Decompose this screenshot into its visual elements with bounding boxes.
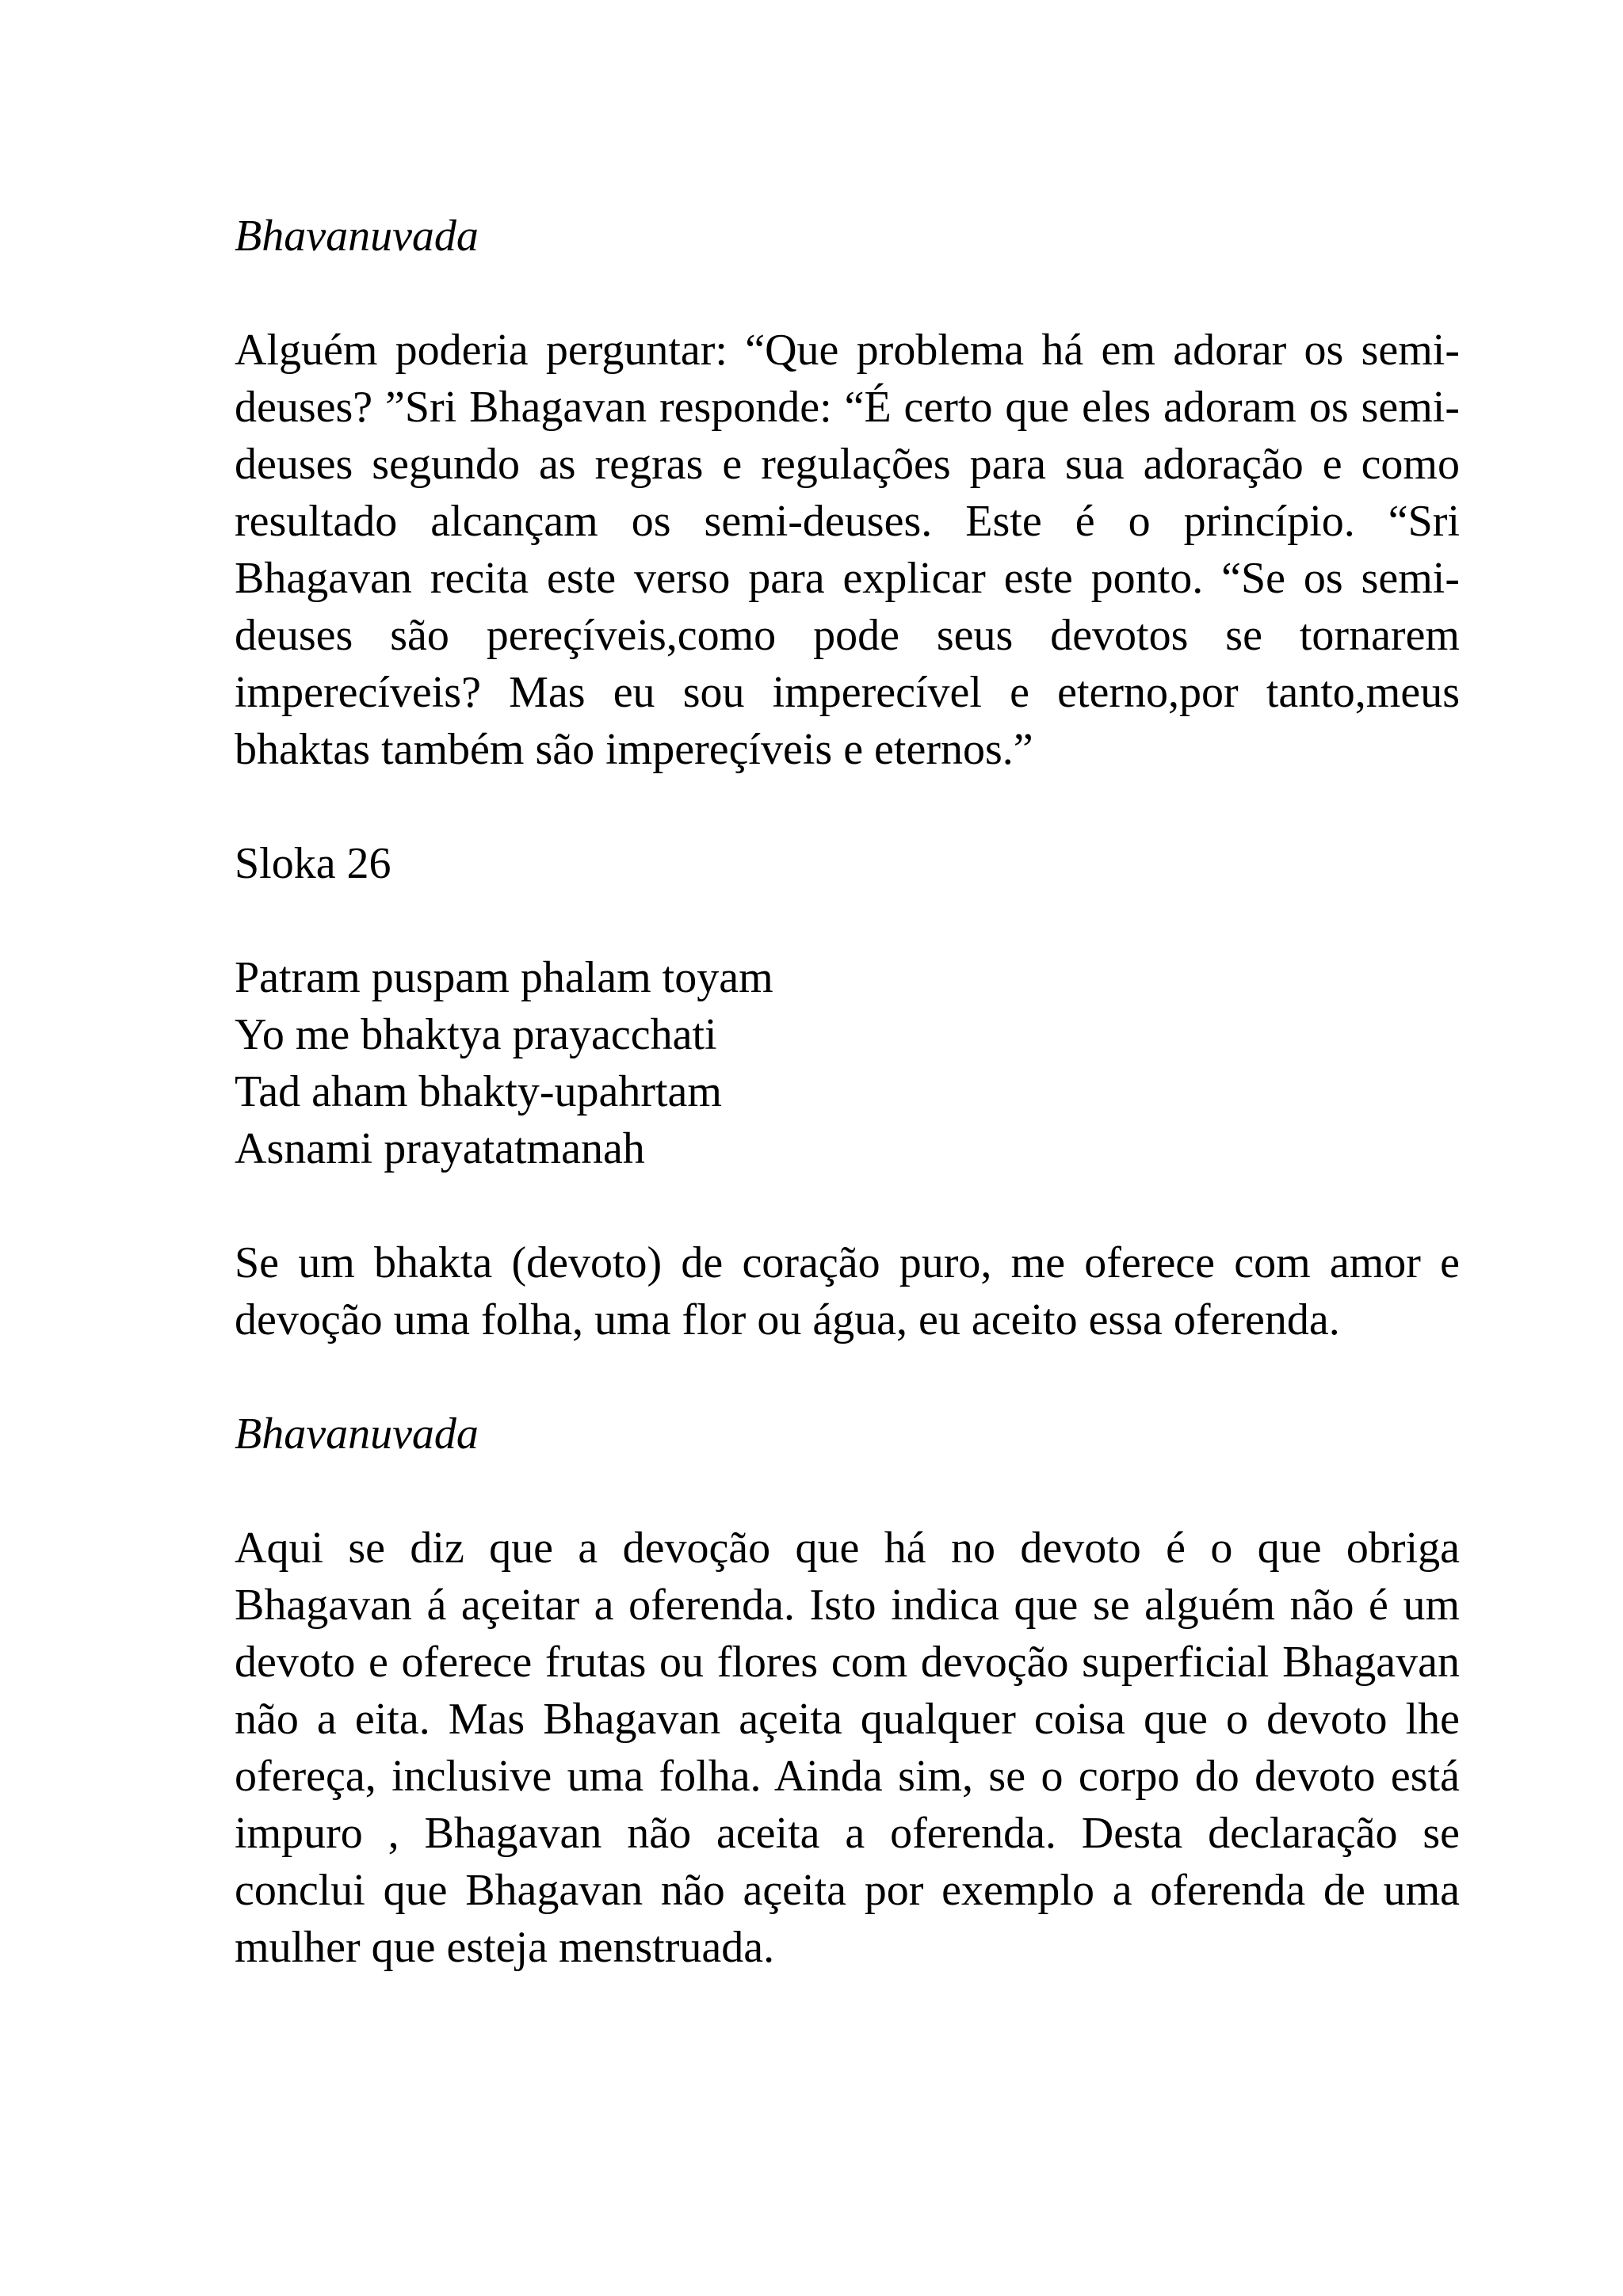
verse-line-1: Patram puspam phalam toyam	[235, 953, 773, 1002]
verse-line-3: Tad aham bhakty-upahrtam	[235, 1067, 722, 1116]
commentary-paragraph-2: Aqui se diz que a devoção que há no devoto é o que obriga Bhagavan á açeitar a oferenda. Isto indica que se alguém não é um devoto e oferece frutas ou flores com devoção superficial Bhagavan não a eita. Mas Bhagavan açeita qualquer coisa que o devoto lhe ofereça, inclusive uma folha. Ainda sim, se o corpo do devoto está impuro , Bhagavan não aceita a oferenda. Desta declaração se conclui que Bhagavan não açeita por exemplo a oferenda de uma mulher que esteja menstruada.	[235, 1524, 1460, 1972]
spacer	[235, 265, 1460, 322]
section-heading-bhavanuvada-1: Bhavanuvada	[235, 212, 479, 261]
verse-translation: Se um bhakta (devoto) de coração puro, me oferece com amor e devoção uma folha, uma flor ou água, eu aceito essa oferenda.	[235, 1238, 1460, 1344]
spacer	[235, 892, 1460, 949]
spacer	[235, 778, 1460, 835]
text-column	[235, 208, 1460, 1976]
commentary-paragraph-1: Alguém poderia perguntar: “Que problema há em adorar os semi-deuses? ”Sri Bhagavan responde: “É certo que eles adoram os semi-deuses segundo as regras e regulações para sua adoração e como resultado alcançam os semi-deuses. Este é o princípio. “Sri Bhagavan recita este verso para explicar este ponto. “Se os semi-deuses são pereçíveis,como pode seus devotos se tornarem imperecíveis? Mas eu sou imperecível e eterno,por tanto,meus bhaktas também são impereçíveis e eternos.”	[235, 326, 1460, 774]
verse-line-4: Asnami prayatatmanah	[235, 1124, 645, 1173]
spacer	[235, 1463, 1460, 1520]
sloka-verse	[235, 949, 1460, 1177]
spacer	[235, 1348, 1460, 1405]
section-heading-bhavanuvada-2: Bhavanuvada	[235, 1409, 479, 1459]
verse-line-2: Yo me bhaktya prayacchati	[235, 1010, 717, 1059]
sloka-title: Sloka 26	[235, 839, 391, 888]
spacer	[235, 1177, 1460, 1234]
